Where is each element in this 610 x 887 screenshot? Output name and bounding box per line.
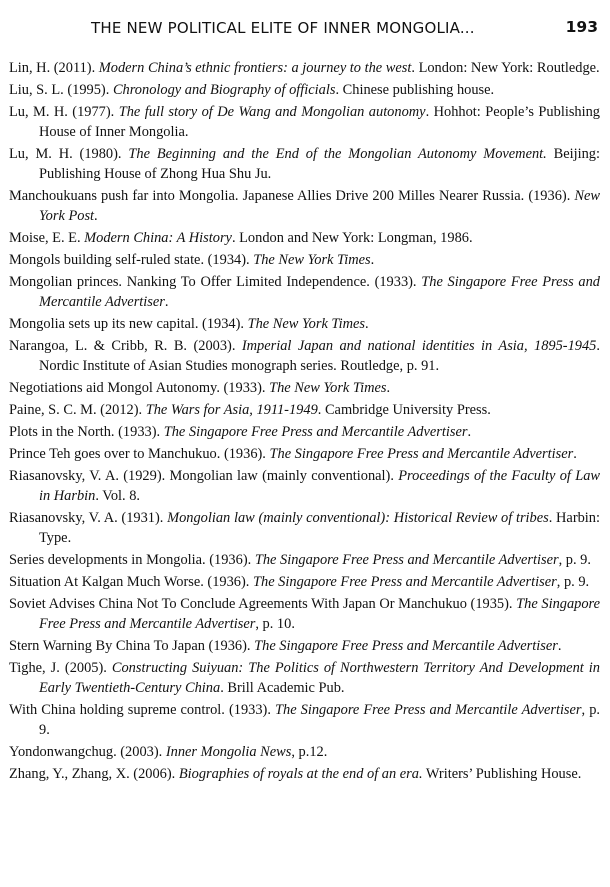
reference-tail: Beijing: Publishing House of Zhong Hua Shu Ju. [39, 146, 600, 182]
reference-title: The New York Times [247, 316, 366, 332]
reference-tail: . London and New York: Longman, 1986. [231, 230, 473, 246]
reference-lead: Lin, H. (2011). [9, 60, 99, 76]
reference-title: Inner Mongolia News [165, 744, 292, 760]
reference-title: The New York Times [269, 380, 387, 396]
reference-lead: Negotiations aid Mongol Autonomy. (1933). [9, 380, 270, 396]
reference-title: The Singapore Free Press and Mercantile Advertiser [163, 424, 468, 440]
reference-title: New York Post [39, 188, 600, 224]
reference-lead: Riasanovsky, V. A. (1929). Mongolian law (mainly conventional). [9, 468, 399, 484]
reference-title: The Singapore Free Press and Mercantile Advertiser [254, 638, 558, 654]
reference-lead: Paine, S. C. M. (2012). [9, 402, 146, 418]
reference-title: The Singapore Free Press and Mercantile Advertiser [39, 596, 601, 632]
reference-lead: Prince Teh goes over to Manchukuo. (1936). [9, 446, 270, 462]
reference-tail: . [386, 380, 391, 396]
reference-entry [9, 378, 600, 398]
reference-tail: . Cambridge University Press. [317, 402, 491, 418]
reference-title: The Singapore Free Press and Mercantile Advertiser [253, 574, 557, 590]
reference-entry [9, 58, 600, 78]
reference-entry [9, 228, 600, 248]
reference-tail: . Chinese publishing house. [335, 82, 495, 98]
reference-lead: Riasanovsky, V. A. (1931). [9, 510, 168, 526]
reference-list [9, 58, 600, 786]
reference-entry [9, 314, 600, 334]
reference-lead: Yondonwangchug. (2003). [9, 744, 166, 760]
reference-entry [9, 272, 600, 312]
reference-entry [9, 80, 600, 100]
reference-tail: . [164, 294, 169, 310]
reference-tail: Writers’ Publishing House. [422, 766, 582, 782]
reference-entry [9, 742, 600, 762]
reference-entry [9, 466, 600, 506]
reference-entry [9, 250, 600, 270]
reference-entry [9, 336, 600, 376]
reference-tail: . Brill Academic Pub. [220, 680, 345, 696]
reference-title: The Singapore Free Press and Mercantile Advertiser [254, 552, 559, 568]
reference-tail: , p. 10. [255, 616, 295, 632]
reference-title: The full story of De Wang and Mongolian autonomy [118, 104, 426, 120]
reference-tail: . Vol. 8. [95, 488, 141, 504]
reference-title: Biographies of royals at the end of an era. [178, 766, 423, 782]
reference-entry [9, 550, 600, 570]
reference-tail: . Nordic Institute of Asian Studies monograph series. Routledge, p. 91. [39, 338, 600, 374]
reference-entry [9, 658, 600, 698]
reference-entry [9, 594, 600, 634]
reference-lead: Lu, M. H. (1977). [9, 104, 119, 120]
reference-lead: Liu, S. L. (1995). [9, 82, 113, 98]
reference-title: Modern China’s ethnic frontiers: a journey to the west [98, 60, 412, 76]
reference-lead: Mongolian princes. Nanking To Offer Limited Independence. (1933). [9, 274, 422, 290]
reference-title: Imperial Japan and national identities in Asia, 1895-1945 [241, 338, 597, 354]
reference-entry [9, 572, 600, 592]
reference-title: The New York Times [253, 252, 371, 268]
reference-lead: Mongols building self-ruled state. (1934). [9, 252, 254, 268]
reference-title: The Singapore Free Press and Mercantile Advertiser [275, 702, 582, 718]
reference-lead: Stern Warning By China To Japan (1936). [9, 638, 255, 654]
reference-tail: . [573, 446, 577, 462]
reference-lead: Moise, E. E. [9, 230, 85, 246]
reference-title: Proceedings of the Faculty of Law in Harbin [39, 468, 601, 504]
reference-title: Constructing Suiyuan: The Politics of Northwestern Territory And Development in Early Twentieth-Century China [39, 660, 600, 696]
reference-tail: . [467, 424, 472, 440]
reference-entry [9, 144, 600, 184]
reference-entry [9, 186, 600, 226]
reference-entry [9, 444, 600, 464]
reference-title: The Beginning and the End of the Mongolian Autonomy Movement. [128, 146, 547, 162]
reference-tail: . [365, 316, 369, 332]
reference-lead: Series developments in Mongolia. (1936). [9, 552, 255, 568]
reference-lead: Manchoukuans push far into Mongolia. Japanese Allies Drive 200 Milles Nearer Russia. (1936). [9, 188, 575, 204]
reference-tail: . London: New York: Routledge. [411, 60, 600, 76]
running-title: THE NEW POLITICAL ELITE OF INNER MONGOLIA... [91, 19, 475, 37]
reference-tail: , p. 9. [39, 702, 600, 738]
reference-tail: , p.12. [291, 744, 328, 760]
reference-lead: Mongolia sets up its new capital. (1934). [9, 316, 248, 332]
reference-tail: , p. 9. [556, 574, 590, 590]
reference-lead: Lu, M. H. (1980). [9, 146, 129, 162]
reference-entry [9, 764, 600, 784]
reference-entry [9, 636, 600, 656]
reference-entry [9, 508, 600, 548]
page-header [0, 16, 610, 42]
reference-tail: . Hohhot: People’s Publishing House of Inner Mongolia. [39, 104, 601, 140]
reference-lead: Situation At Kalgan Much Worse. (1936). [9, 574, 253, 590]
reference-title: The Singapore Free Press and Mercantile Advertiser [269, 446, 574, 462]
reference-entry [9, 700, 600, 740]
reference-lead: Soviet Advises China Not To Conclude Agreements With Japan Or Manchukuo (1935). [9, 596, 517, 612]
reference-lead: Narangoa, L. & Cribb, R. B. (2003). [9, 338, 242, 354]
reference-tail: . Harbin: Type. [39, 510, 600, 546]
page-number: 193 [565, 18, 598, 36]
reference-title: Modern China: A History [84, 230, 232, 246]
reference-tail: . [557, 638, 562, 654]
reference-tail: . [94, 208, 98, 224]
reference-tail: , p. 9. [558, 552, 591, 568]
reference-title: Chronology and Biography of officials [112, 82, 336, 98]
reference-title: The Wars for Asia, 1911-1949 [145, 402, 318, 418]
reference-lead: Plots in the North. (1933). [9, 424, 164, 440]
reference-lead: Tighe, J. (2005). [9, 660, 112, 676]
reference-entry [9, 400, 600, 420]
reference-title: Mongolian law (mainly conventional): Historical Review of tribes [167, 510, 549, 526]
reference-lead: Zhang, Y., Zhang, X. (2006). [9, 766, 179, 782]
reference-entry [9, 422, 600, 442]
reference-title: The Singapore Free Press and Mercantile Advertiser [39, 274, 600, 310]
reference-entry [9, 102, 600, 142]
reference-tail: . [370, 252, 375, 268]
reference-lead: With China holding supreme control. (1933). [9, 702, 275, 718]
